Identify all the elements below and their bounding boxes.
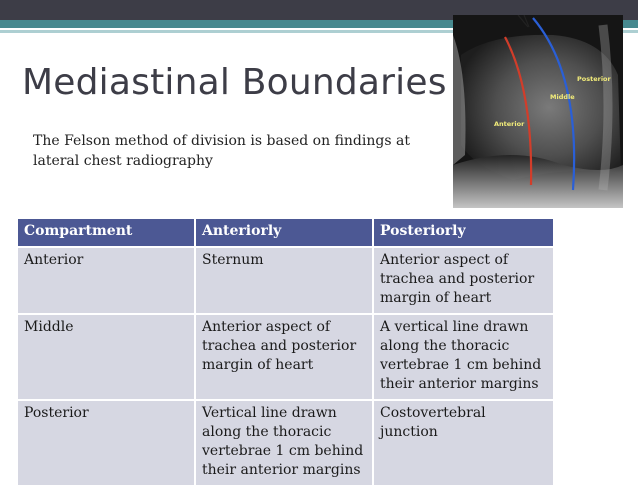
table-row [17, 314, 554, 400]
cell-compartment: Middle [17, 314, 195, 400]
lateral-chest-radiograph [453, 15, 623, 208]
cell-posteriorly: Costovertebral junction [373, 400, 554, 486]
posterior-label: Posterior [577, 75, 611, 83]
cell-posteriorly: A vertical line drawn along the thoracic vertebrae 1 cm behind their anterior margins [373, 314, 554, 400]
cell-compartment: Anterior [17, 247, 195, 314]
header-anteriorly: Anteriorly [195, 218, 373, 247]
header-compartment: Compartment [17, 218, 195, 247]
slide-subtitle: The Felson method of division is based on findings at lateral chest radiography [33, 133, 410, 169]
header-posteriorly: Posteriorly [373, 218, 554, 247]
middle-label: Middle [550, 93, 575, 101]
cell-posteriorly: Anterior aspect of trachea and posterior margin of heart [373, 247, 554, 314]
anterior-label: Anterior [494, 120, 525, 128]
table-header-row [17, 218, 554, 247]
table-row [17, 247, 554, 314]
slide-title: Mediastinal Boundaries [22, 62, 447, 103]
cell-anteriorly: Vertical line drawn along the thoracic vertebrae 1 cm behind their anterior margins [195, 400, 373, 486]
boundaries-table [16, 217, 555, 487]
cell-anteriorly: Anterior aspect of trachea and posterior margin of heart [195, 314, 373, 400]
table-row [17, 400, 554, 486]
cell-anteriorly: Sternum [195, 247, 373, 314]
cell-compartment: Posterior [17, 400, 195, 486]
spine-shadow [603, 25, 608, 190]
